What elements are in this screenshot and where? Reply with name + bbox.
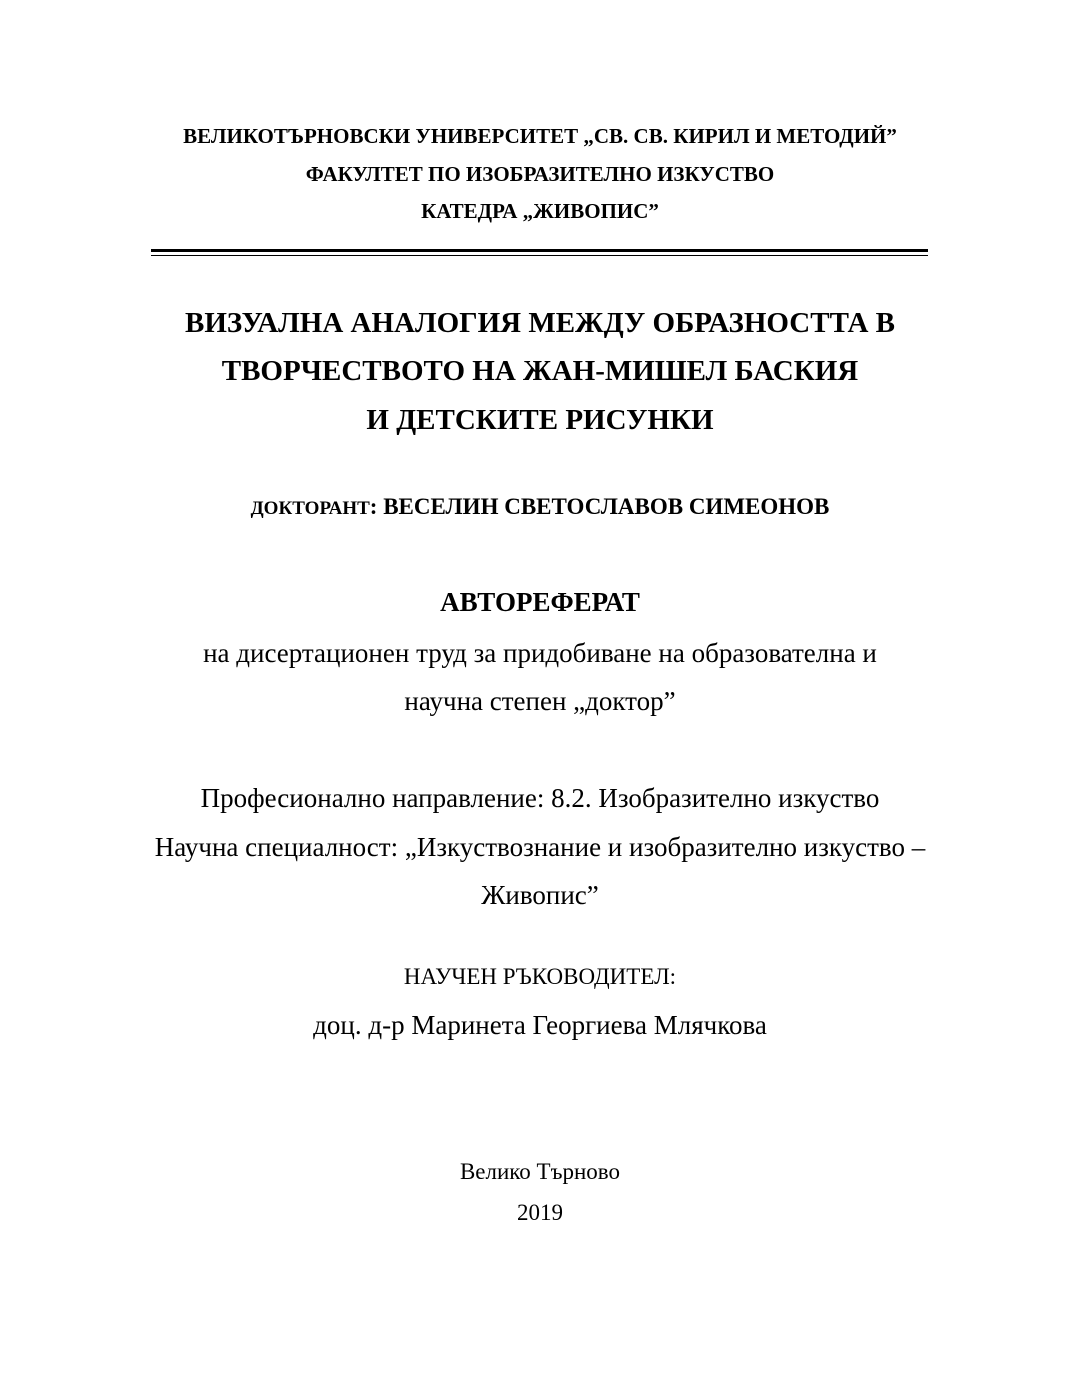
- doctoral-candidate-separator: :: [369, 494, 378, 519]
- specialty-line-1: Научна специалност: „Изкуствознание и изобразително изкуство –: [154, 832, 926, 862]
- thesis-title-line-1: ВИЗУАЛНА АНАЛОГИЯ МЕЖДУ ОБРАЗНОСТТА В: [184, 307, 896, 339]
- faculty-name: ФАКУЛТЕТ ПО ИЗОБРАЗИТЕЛНО ИЗКУСТВО: [305, 162, 775, 186]
- publication-year: 2019: [517, 1200, 563, 1225]
- specialty-line-2: Живопис”: [481, 880, 599, 910]
- abstract-heading: АВТОРЕФЕРАТ: [440, 587, 640, 617]
- university-name: ВЕЛИКОТЪРНОВСКИ УНИВЕРСИТЕТ „СВ. СВ. КИРИЛ И МЕТОДИЙ”: [183, 124, 897, 148]
- publication-city: Велико Търново: [459, 1159, 621, 1184]
- supervisor-name: доц. д-р Маринета Георгиева Млячкова: [313, 1010, 767, 1040]
- department-name: КАТЕДРА „ЖИВОПИС”: [421, 199, 659, 223]
- thesis-title-line-3: И ДЕТСКИТЕ РИСУНКИ: [366, 404, 714, 436]
- doctoral-candidate-name: ВЕСЕЛИН СВЕТОСЛАВОВ СИМЕОНОВ: [377, 494, 830, 519]
- supervisor-label: НАУЧЕН РЪКОВОДИТЕЛ:: [403, 964, 677, 989]
- thesis-title-line-2: ТВОРЧЕСТВОТО НА ЖАН-МИШЕЛ БАСКИЯ: [221, 355, 859, 387]
- doctoral-candidate: [0, 494, 1080, 520]
- header-divider-thick: [151, 249, 928, 252]
- doctoral-candidate-label: ДОКТОРАНТ: [250, 498, 370, 519]
- abstract-description-line-2: научна степен „доктор”: [404, 686, 676, 716]
- header-divider-thin: [151, 255, 928, 256]
- professional-field: Професионално направление: 8.2. Изобразително изкуство: [200, 783, 880, 813]
- abstract-description-line-1: на дисертационен труд за придобиване на образователна и: [203, 638, 877, 668]
